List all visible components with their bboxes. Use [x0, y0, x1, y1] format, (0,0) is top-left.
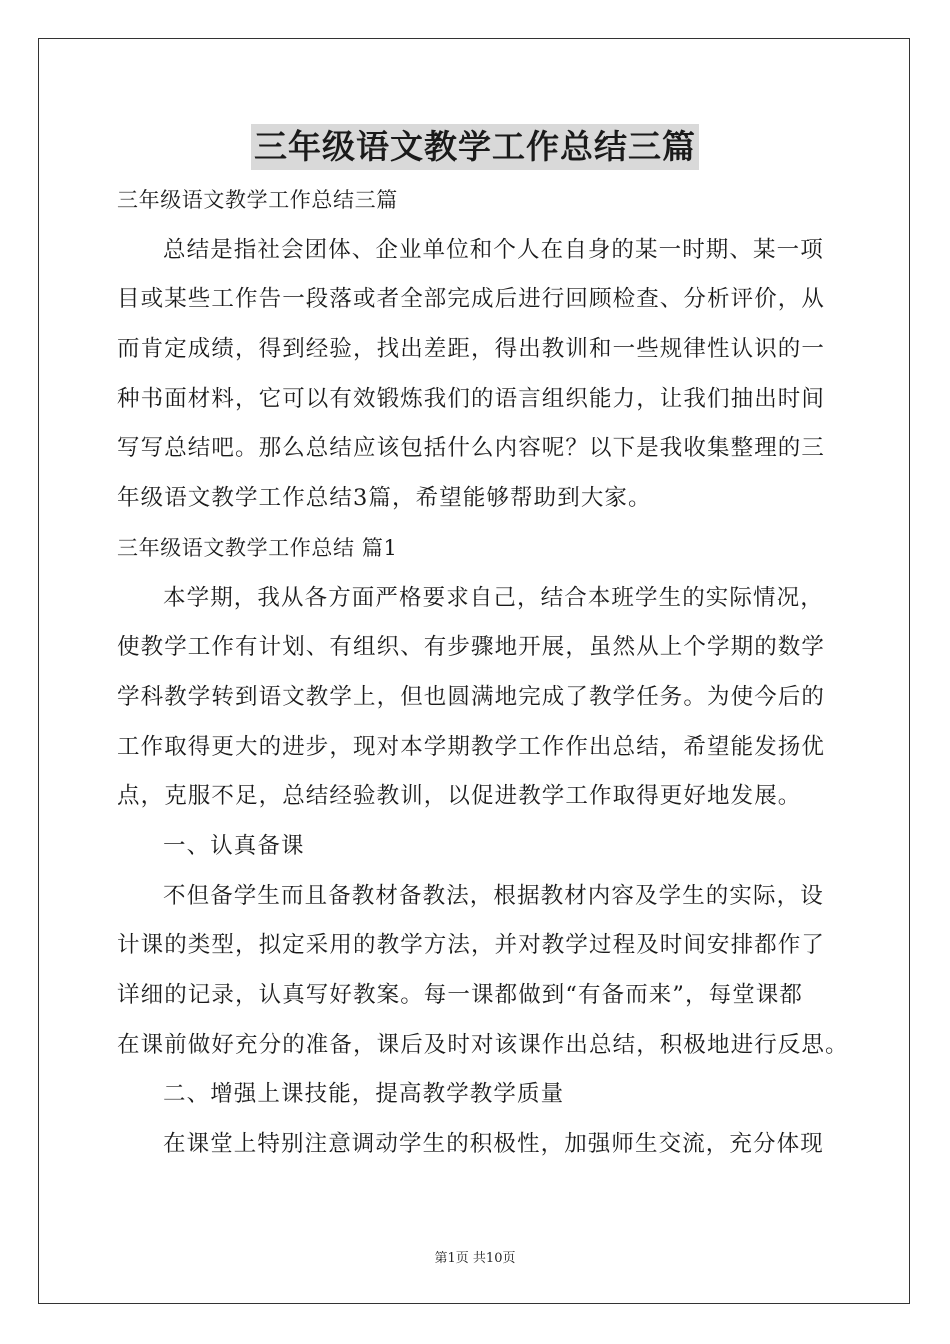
- paragraph-line: 详细的记录，认真写好教案。每一课都做到“有备而来”，每堂课都: [117, 982, 804, 1008]
- page-footer: 第1页 共10页: [434, 1251, 516, 1266]
- paragraph-line: 学科教学转到语文教学上，但也圆满地完成了教学任务。为使今后的: [117, 683, 826, 710]
- paragraph-line: 使教学工作有计划、有组织、有步骤地开展，虽然从上个学期的数学: [117, 634, 826, 661]
- paragraph-line: 计课的类型，拟定采用的教学方法，并对教学过程及时间安排都作了: [117, 932, 826, 959]
- subsection-heading: 二、增强上课技能，提高教学教学质量: [163, 1081, 565, 1108]
- subsection-heading: 一、认真备课: [163, 832, 305, 859]
- subtitle-line: 三年级语文教学工作总结三篇: [117, 188, 398, 212]
- document-title: 三年级语文教学工作总结三篇: [251, 124, 699, 170]
- paragraph-line: 种书面材料，它可以有效锻炼我们的语言组织能力，让我们抽出时间: [117, 385, 826, 412]
- paragraph-line: 目或某些工作告一段落或者全部完成后进行回顾检查、分析评价，从: [117, 286, 826, 313]
- paragraph-line: 工作取得更大的进步，现对本学期教学工作作出总结，希望能发扬优: [117, 733, 826, 760]
- paragraph-line: 总结是指社会团体、企业单位和个人在自身的某一时期、某一项: [163, 236, 824, 263]
- document-body: [117, 176, 849, 1170]
- paragraph-line: 不但备学生而且备教材备教法，根据教材内容及学生的实际，设: [163, 882, 824, 909]
- title-wrap: [0, 124, 950, 170]
- paragraph-line: 年级语文教学工作总结3篇，希望能够帮助到大家。: [117, 485, 652, 512]
- section-heading: 三年级语文教学工作总结 篇1: [117, 535, 398, 560]
- paragraph-line: 在课堂上特别注意调动学生的积极性，加强师生交流，充分体现: [163, 1131, 824, 1158]
- paragraph-line: 本学期，我从各方面严格要求自己，结合本班学生的实际情况，: [163, 584, 824, 611]
- paragraph-line: 而肯定成绩，得到经验，找出差距，得出教训和一些规律性认识的一: [117, 336, 826, 363]
- paragraph-line: 写写总结吧。那么总结应该包括什么内容呢？以下是我收集整理的三: [117, 435, 826, 462]
- paragraph-line: 在课前做好充分的准备，课后及时对该课作出总结，积极地进行反思。: [117, 1031, 849, 1058]
- paragraph-line: 点，克服不足，总结经验教训，以促进教学工作取得更好地发展。: [117, 783, 802, 810]
